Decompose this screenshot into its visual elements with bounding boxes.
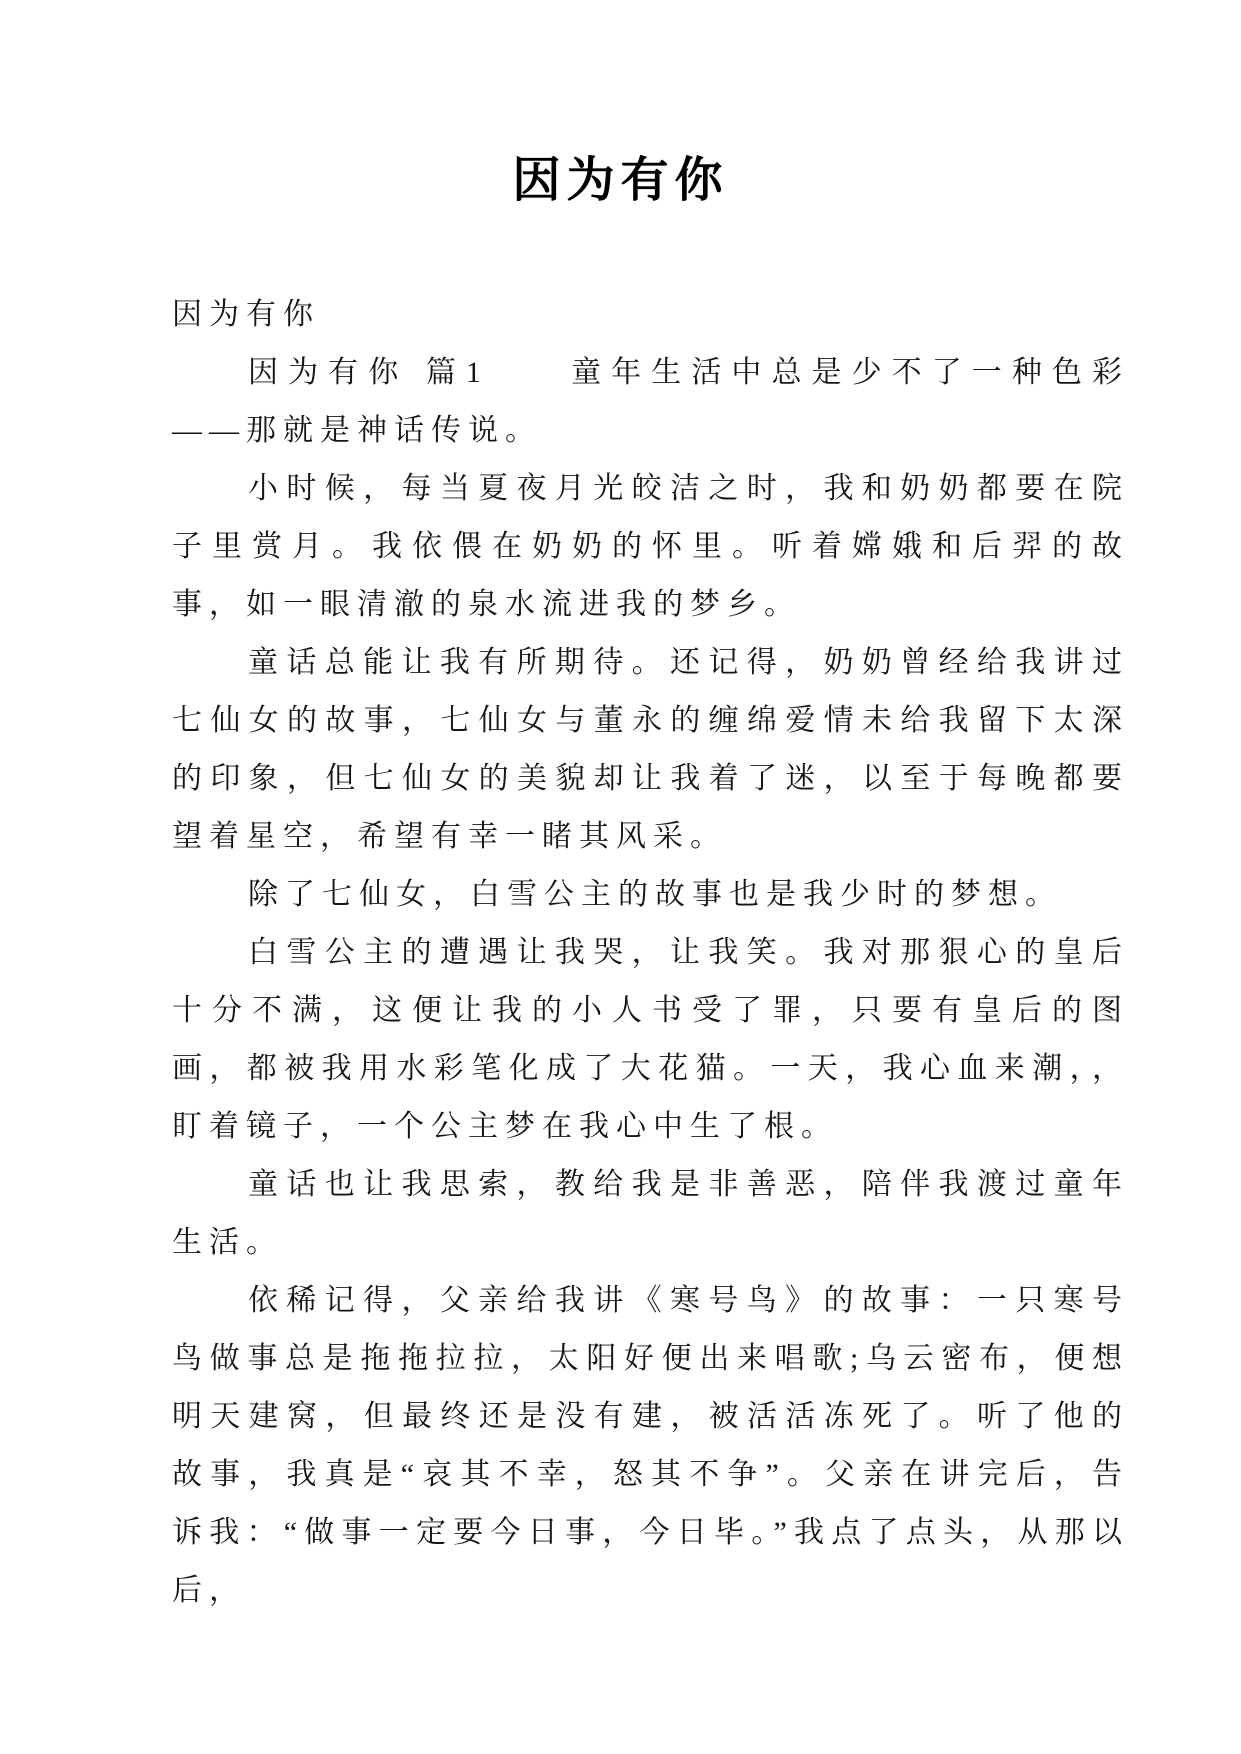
document-body bbox=[172, 286, 1129, 1620]
paragraph: 除了七仙女，白雪公主的故事也是我少时的梦想。 bbox=[248, 878, 1062, 911]
paragraph: 因为有你 篇1 童年生活中总是少不了一种色彩——那就是神话传说。 bbox=[172, 356, 1129, 447]
paragraph: 因为有你 bbox=[172, 298, 320, 331]
page-title: 因为有你 bbox=[512, 154, 729, 207]
paragraph: 依稀记得，父亲给我讲《寒号鸟》的故事：一只寒号鸟做事总是拖拖拉拉，太阳好便出来唱歌;乌云密布，便想明天建窝，但最终还是没有建，被活活冻死了。听了他的故事，我真是“哀其不幸，怒其不争”。父亲在讲完后，告诉我：“做事一定要今日事，今日毕。”我点了点头，从那以后， bbox=[172, 1284, 1129, 1607]
paragraph: 白雪公主的遭遇让我哭，让我笑。我对那狠心的皇后十分不满，这便让我的小人书受了罪，只要有皇后的图画，都被我用水彩笔化成了大花猫。一天，我心血来潮，，盯着镜子，一个公主梦在我心中生了根。 bbox=[172, 936, 1129, 1143]
paragraph: 童话总能让我有所期待。还记得，奶奶曾经给我讲过七仙女的故事，七仙女与董永的缠绵爱情未给我留下太深的印象，但七仙女的美貌却让我着了迷，以至于每晚都要望着星空，希望有幸一睹其风采。 bbox=[172, 646, 1129, 853]
paragraph: 小时候，每当夏夜月光皎洁之时，我和奶奶都要在院子里赏月。我依偎在奶奶的怀里。听着嫦娥和后羿的故事，如一眼清澈的泉水流进我的梦乡。 bbox=[172, 472, 1129, 621]
paragraph: 童话也让我思索，教给我是非善恶，陪伴我渡过童年生活。 bbox=[172, 1168, 1129, 1259]
